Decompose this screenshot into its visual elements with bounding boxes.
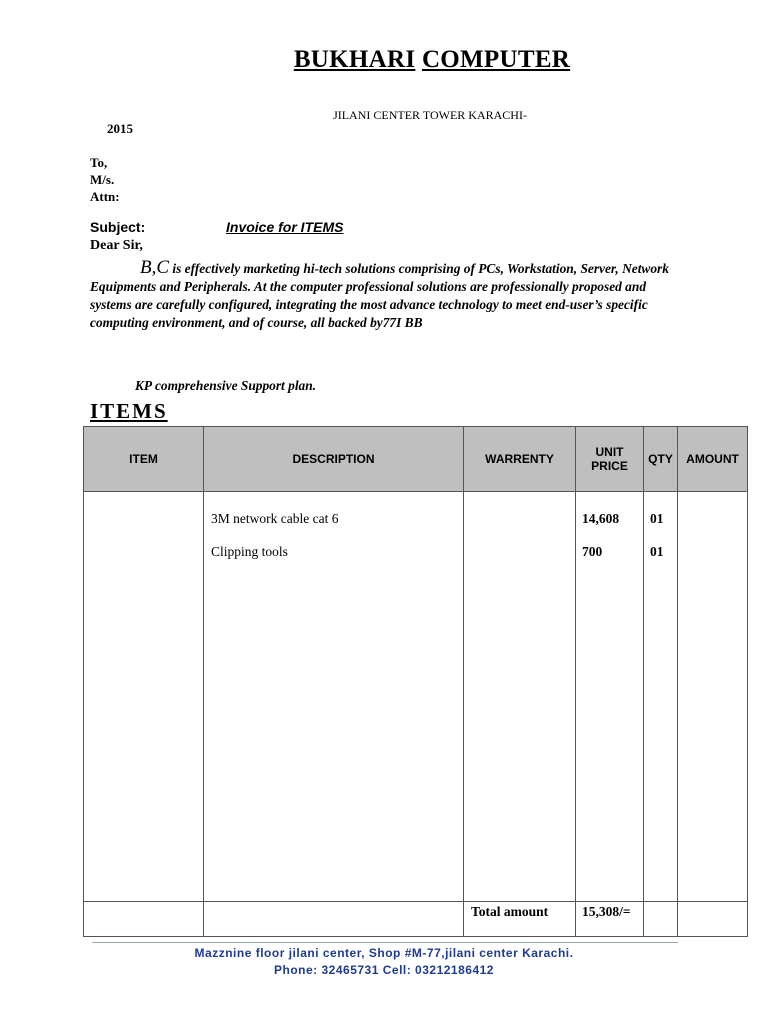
unit-price-cell <box>576 492 644 902</box>
total-row <box>84 902 748 937</box>
footer-divider <box>92 942 678 943</box>
total-label <box>464 902 576 937</box>
header-unit-price-line2: PRICE <box>591 459 628 473</box>
support-plan-text: KP comprehensive Support plan. <box>135 378 317 393</box>
company-name-part1: BUKHARI <box>293 46 416 73</box>
qty-cell <box>644 492 678 902</box>
attn-label: Attn: <box>90 189 120 204</box>
row-1-unit-price: 14,608 <box>582 511 620 526</box>
items-heading: ITEMS <box>90 399 168 423</box>
total-label-text: Total amount <box>471 904 549 919</box>
footer-address: Mazznine floor jilani center, Shop #M-77,jilani center Karachi. <box>194 946 574 960</box>
to-label: To, <box>90 155 108 170</box>
subject-label: Subject: <box>90 219 146 235</box>
row-2-qty: 01 <box>650 544 664 559</box>
row-2-unit-price: 700 <box>582 544 603 559</box>
year: 2015 <box>107 121 133 136</box>
body-text: is effectively marketing hi-tech solutions comprising of PCs, Workstation, Server, Network Equipments and Peripherals. At the computer professional solutions are professionally proposed and systems are carefully configured, integrating the most advance technology to meet end-user’s specific computing environment, and of course, all backed by77I BB <box>90 261 669 330</box>
footer-phone: Phone: 32465731 Cell: 03212186412 <box>274 963 494 977</box>
items-table <box>83 426 748 937</box>
body-lead: B,C <box>140 257 170 278</box>
row-1-qty: 01 <box>650 511 664 526</box>
warranty-cell <box>464 492 576 902</box>
total-empty-cell-3 <box>644 902 678 937</box>
company-name-part2: COMPUTER <box>421 46 571 73</box>
header-description: DESCRIPTION <box>204 427 464 492</box>
table-header-row <box>84 427 748 492</box>
table-row <box>84 492 748 902</box>
amount-cell <box>678 492 748 902</box>
item-cell <box>84 492 204 902</box>
header-item: ITEM <box>84 427 204 492</box>
row-1-description: 3M network cable cat 6 <box>211 511 339 526</box>
total-empty-cell-2 <box>204 902 464 937</box>
ms-label: M/s. <box>90 172 115 187</box>
total-empty-cell-1 <box>84 902 204 937</box>
header-warranty: WARRENTY <box>464 427 576 492</box>
total-value <box>576 902 644 937</box>
body-paragraph <box>90 259 690 332</box>
total-empty-cell-4 <box>678 902 748 937</box>
salutation: Dear Sir, <box>90 238 143 253</box>
header-amount: AMOUNT <box>678 427 748 492</box>
header-unit-price <box>576 427 644 492</box>
header-unit-price-line1: UNIT <box>595 445 624 459</box>
company-title <box>0 46 768 74</box>
total-value-text: 15,308/= <box>582 904 631 919</box>
header-qty: QTY <box>644 427 678 492</box>
subject-value: Invoice for ITEMS <box>226 219 344 235</box>
recipient-block <box>90 154 120 205</box>
row-2-description: Clipping tools <box>211 544 288 559</box>
description-cell <box>204 492 464 902</box>
company-address: JILANI CENTER TOWER KARACHI- <box>333 108 527 122</box>
